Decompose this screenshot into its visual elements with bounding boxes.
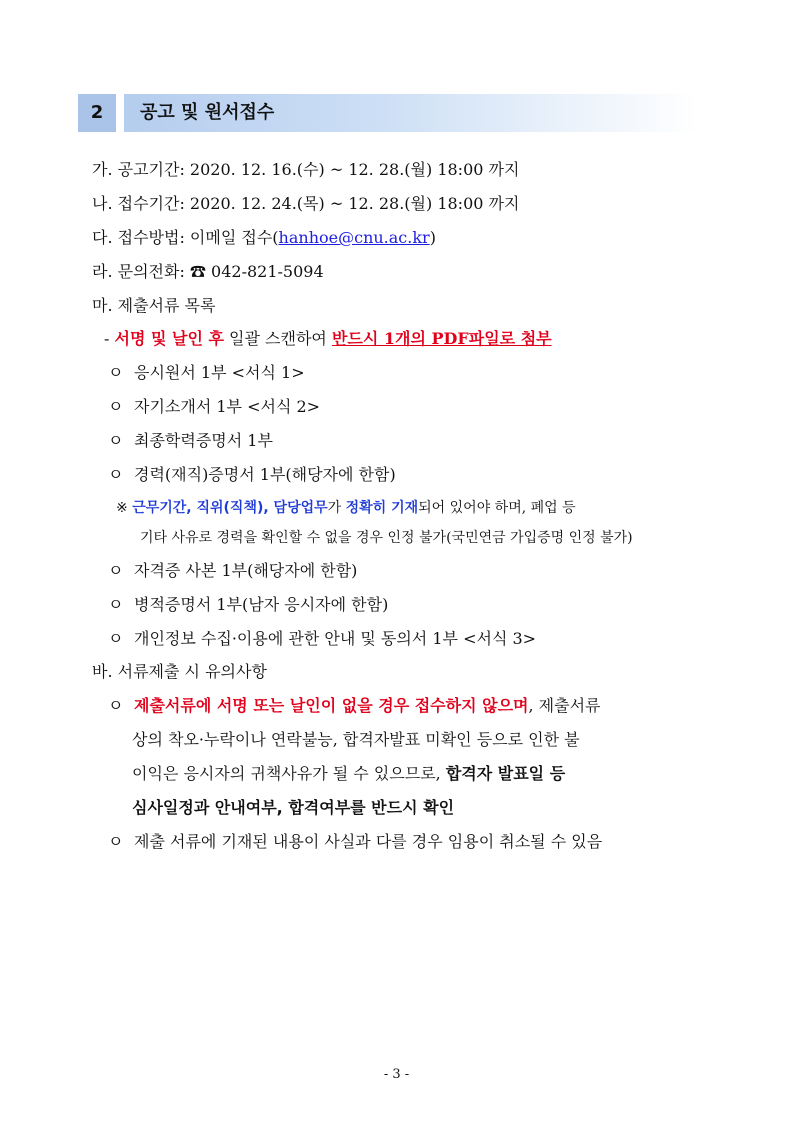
document-7: 개인정보 수집·이용에 관한 안내 및 동의서 1부 <서식 3> <box>134 629 537 648</box>
list-item <box>108 628 536 650</box>
career-text-2: 되어 있어야 하며, 폐업 등 <box>418 500 576 516</box>
caution-line3b: 합격자 발표일 등 <box>445 764 566 783</box>
pdf-highlight: 반드시 1개의 PDF파일로 첨부 <box>331 329 552 348</box>
bullet-icon: ㅇ <box>108 696 124 715</box>
caution-line2: 상의 착오·누락이나 연락불능, 합격자발표 미확인 등으로 인한 불 <box>132 730 580 749</box>
bullet-icon: ㅇ <box>108 561 124 580</box>
document-2: 자기소개서 1부 <서식 2> <box>134 397 321 416</box>
bullet-icon: ㅇ <box>108 832 124 851</box>
career-text-1: 가 <box>327 500 346 516</box>
item-ma: 마. 제출서류 목록 <box>92 296 216 315</box>
document-4: 경력(재직)증명서 1부(해당자에 한함) <box>134 465 396 484</box>
item-da <box>92 227 436 249</box>
phone-number: 042-821-5094 <box>205 262 324 281</box>
phone-icon: ☎ <box>189 262 206 281</box>
document-3: 최종학력증명서 1부 <box>134 431 273 450</box>
bullet-icon: ㅇ <box>108 465 124 484</box>
item-ba: 바. 서류제출 시 유의사항 <box>92 662 267 681</box>
list-item <box>108 594 388 616</box>
document-1: 응시원서 1부 <서식 1> <box>134 363 305 382</box>
list-item <box>108 396 320 418</box>
caution-red: 제출서류에 서명 또는 날인이 없을 경우 접수하지 않으며 <box>134 696 529 715</box>
section-title: 공고 및 원서접수 <box>140 102 275 123</box>
document-5: 자격증 사본 1부(해당자에 한함) <box>134 561 358 580</box>
list-item <box>108 560 357 582</box>
submit-mid: 일괄 스캔하여 <box>223 329 332 348</box>
item-ga: 가. 공고기간: 2020. 12. 16.(수) ~ 12. 28.(월) 18:00 까지 <box>92 160 520 179</box>
caution-text-1: , 제출서류 <box>528 696 601 715</box>
bullet-icon: ㅇ <box>108 397 124 416</box>
bullet-icon: ㅇ <box>108 595 124 614</box>
bullet-icon: ㅇ <box>108 629 124 648</box>
career-bold-2: 정확히 기재 <box>345 500 419 516</box>
last-note: 제출 서류에 기재된 내용이 사실과 다를 경우 임용이 취소될 수 있음 <box>134 832 603 851</box>
career-note-line2: 기타 사유로 경력을 확인할 수 없을 경우 인정 불가(국민연금 가입증명 인정 불가) <box>140 530 633 546</box>
list-item <box>108 430 273 452</box>
section-header <box>78 94 698 132</box>
section-number: 2 <box>78 94 116 132</box>
submit-dash: - <box>104 329 115 348</box>
submit-note <box>104 328 552 350</box>
caution-line3 <box>132 763 565 785</box>
list-item <box>108 464 396 486</box>
page-number: - 3 - <box>383 1067 410 1082</box>
item-ra-prefix: 라. 문의전화: <box>92 262 190 281</box>
caution-line1 <box>108 695 600 717</box>
item-da-prefix: 다. 접수방법: 이메일 접수( <box>92 228 279 247</box>
sign-highlight: 서명 및 날인 후 <box>114 329 224 348</box>
caution-line3a: 이익은 응시자의 귀책사유가 될 수 있으므로, <box>132 764 446 783</box>
item-ra <box>92 261 324 283</box>
career-bold-1: 근무기간, 직위(직책), 담당업무 <box>132 500 328 516</box>
caution-line4: 심사일정과 안내여부, 합격여부를 반드시 확인 <box>132 798 455 817</box>
bullet-icon: ㅇ <box>108 363 124 382</box>
item-na: 나. 접수기간: 2020. 12. 24.(목) ~ 12. 28.(월) 18:00 까지 <box>92 194 520 213</box>
document-6: 병적증명서 1부(남자 응시자에 한함) <box>134 595 389 614</box>
section-title-bar <box>124 94 698 132</box>
career-note <box>116 497 576 519</box>
list-item <box>108 362 305 384</box>
item-da-suffix: ) <box>429 228 436 247</box>
bullet-icon: ㅇ <box>108 431 124 450</box>
note-mark: ※ <box>116 500 133 516</box>
list-item <box>108 831 602 853</box>
email-link[interactable]: hanhoe@cnu.ac.kr <box>278 228 430 247</box>
